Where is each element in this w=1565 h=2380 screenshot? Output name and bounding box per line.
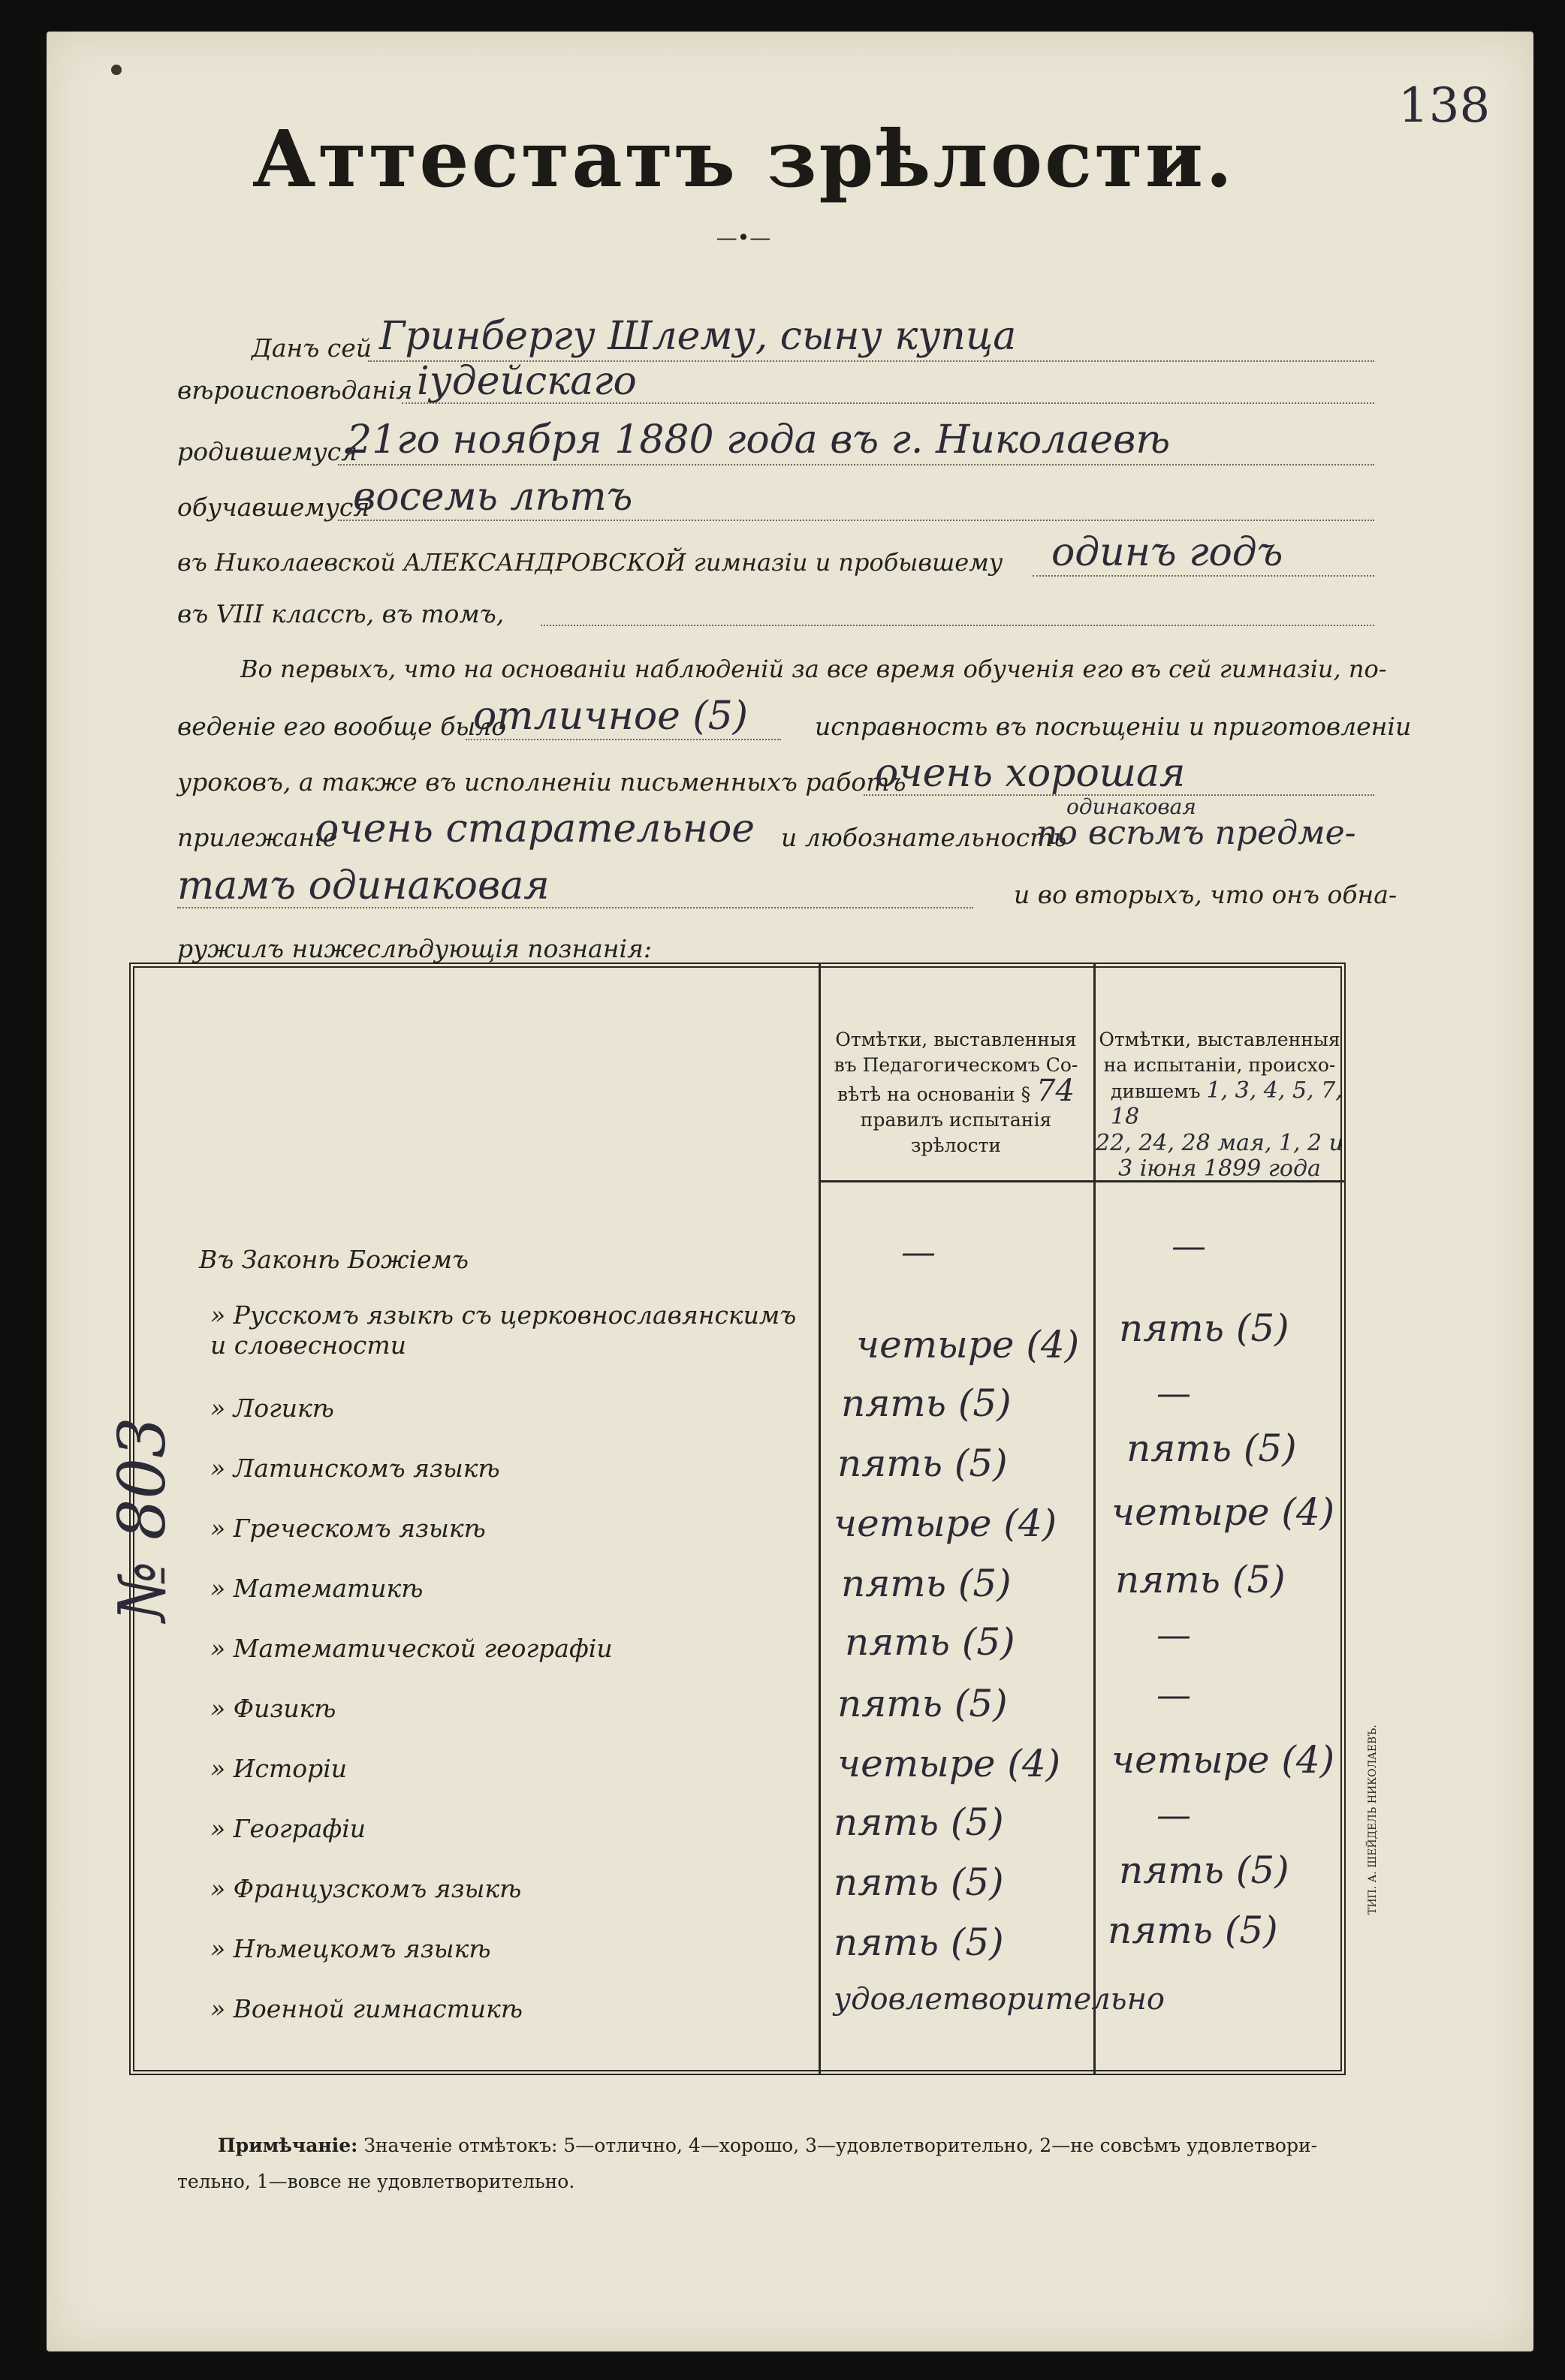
exam-grade: пять (5) <box>1126 1426 1297 1470</box>
exam-grade: четыре (4) <box>1111 1738 1335 1782</box>
subject-name: » Географіи <box>210 1814 366 1843</box>
footnote <box>218 2128 1374 2164</box>
ped-grade: пять (5) <box>834 1800 1004 1844</box>
intro-label-2: вѣроисповѣданія <box>177 375 413 405</box>
subject-name: » Математикѣ <box>210 1574 424 1603</box>
fill-line <box>338 464 1374 465</box>
ped-grade: — <box>901 1231 936 1272</box>
exam-dates: 1, 3, 4, 5, 7, 18 <box>1111 1077 1343 1130</box>
ped-grade: удовлетворительно <box>834 1982 1165 2017</box>
ped-grade: пять (5) <box>834 1921 1004 1964</box>
fill-line <box>1033 575 1374 577</box>
subject-name: » Исторіи <box>210 1754 348 1783</box>
body-para-1: Во первыхъ, что на основаніи наблюденій за все время обученія его въ сей гимназіи, по- <box>240 655 1387 683</box>
exam-column-header: Отмѣтки, выставленныя на испытаніи, происхо- дившемъ 1, 3, 4, 5, 7, 18 22, 24, 28 мая, 1, 2 и 3 іюня 1899 года <box>1096 1029 1343 1182</box>
subject-name: » Греческомъ языкѣ <box>210 1514 486 1543</box>
exam-grade: — <box>1171 1225 1206 1266</box>
subject-name: » Логикѣ <box>210 1393 334 1423</box>
conduct-label: веденіе его вообще было <box>177 712 507 741</box>
homework-grade: очень хорошая <box>875 751 1186 796</box>
fill-line <box>466 739 781 740</box>
footnote-text: Значеніе отмѣтокъ: 5—отлично, 4—хорошо, 3—удовлетворительно, 2—не совсѣмъ удовлетвори- <box>363 2134 1318 2156</box>
ped-grade: четыре (4) <box>834 1502 1057 1545</box>
study-duration: восемь лѣтъ <box>353 474 633 520</box>
exam-grade: — <box>1156 1794 1191 1835</box>
intro-label-4: обучавшемуся <box>177 493 370 522</box>
document-title: Аттестатъ зрѣлости. <box>252 113 1235 205</box>
curiosity-insert: одинаковая <box>1066 794 1196 819</box>
years-in-class: одинъ годъ <box>1051 530 1283 575</box>
exam-grade: пять (5) <box>1115 1558 1286 1601</box>
subject-name: » Военной гимнастикѣ <box>210 1994 523 2023</box>
ped-grade: четыре (4) <box>856 1323 1080 1366</box>
subject-name: » Физикѣ <box>210 1694 336 1723</box>
fill-line <box>541 625 1374 626</box>
ped-grade: пять (5) <box>834 1860 1004 1904</box>
ped-grade: пять (5) <box>845 1620 1015 1664</box>
intro-label-3: родившемуся <box>177 437 357 466</box>
punch-hole <box>111 65 122 75</box>
conduct-grade: отличное (5) <box>473 694 749 739</box>
subject-name: Въ Законѣ Божіемъ <box>199 1245 469 1274</box>
subject-name: » Нѣмецкомъ языкѣ <box>210 1934 491 1963</box>
body-para-5-tail: и во вторыхъ, что онъ обна- <box>1014 880 1398 909</box>
conduct-tail: исправность въ посѣщеніи и приготовленіи <box>815 712 1412 741</box>
exam-dates: 22, 24, 28 мая, 1, 2 и <box>1096 1130 1343 1156</box>
exam-grade: — <box>1156 1614 1191 1655</box>
curiosity-continued: тамъ одинаковая <box>177 863 550 908</box>
footnote-label: Примѣчаніе: <box>218 2134 358 2156</box>
subject-name: » Русскомъ языкѣ съ церковнославянскимъ и словесности <box>210 1300 797 1360</box>
exam-grade: пять (5) <box>1108 1909 1278 1952</box>
subject-name: » Латинскомъ языкѣ <box>210 1454 500 1483</box>
ped-grade: пять (5) <box>841 1381 1012 1425</box>
ped-grade: пять (5) <box>841 1562 1012 1605</box>
ped-grade: пять (5) <box>837 1442 1008 1485</box>
religion: іудейскаго <box>417 359 637 404</box>
intro-label-1: Данъ сей <box>252 333 372 363</box>
page-number: 138 <box>1398 78 1491 134</box>
printer-mark: ТИП. А. ШЕЙДЕЛЬ НИКОЛАЕВЪ. <box>1367 1725 1379 1915</box>
subject-name: » Французскомъ языкѣ <box>210 1874 522 1903</box>
body-para-6: ружилъ нижеслѣдующія познанія: <box>177 934 652 963</box>
footnote-continued: тельно, 1—вовсе не удовлетворительно. <box>177 2171 575 2192</box>
fill-line <box>338 520 1374 521</box>
exam-grade: — <box>1156 1372 1191 1413</box>
diligence-grade: очень старательное <box>315 806 755 851</box>
paragraph-number: 74 <box>1036 1074 1075 1108</box>
title-ornament: —•— <box>716 225 771 250</box>
ped-column-header: Отмѣтки, выставленныя въ Педагогическомъ Со- вѣтѣ на основаніи § 74 правилъ испытанія зрѣлости <box>834 1029 1078 1156</box>
birth-date-place: 21го ноября 1880 года въ г. Николаевѣ <box>347 417 1171 462</box>
student-name: Гринбергу Шлему, сыну купца <box>379 314 1017 359</box>
exam-dates: 3 іюня 1899 года <box>1118 1155 1321 1182</box>
exam-grade: пять (5) <box>1119 1306 1289 1350</box>
exam-grade: пять (5) <box>1119 1848 1289 1892</box>
fill-line <box>177 907 973 908</box>
intro-label-6: въ VIII классѣ, въ томъ, <box>177 599 505 628</box>
exam-grade: четыре (4) <box>1111 1490 1335 1534</box>
exam-grade: — <box>1156 1674 1191 1715</box>
ped-grade: пять (5) <box>837 1682 1008 1725</box>
ped-grade: четыре (4) <box>837 1742 1061 1785</box>
subject-name: » Математической географіи <box>210 1634 613 1663</box>
curiosity-label: и любознательность <box>781 823 1067 852</box>
margin-number: № 803 <box>105 1417 180 1622</box>
curiosity-grade: по всѣмъ предме- <box>1036 814 1356 852</box>
homework-label: уроковъ, а также въ исполненіи письменныхъ работъ <box>177 767 906 797</box>
diligence-label: прилежаніе <box>177 823 338 852</box>
intro-label-5: въ Николаевской АЛЕКСАНДРОВСКОЙ гимназіи и пробывшему <box>177 548 1003 577</box>
